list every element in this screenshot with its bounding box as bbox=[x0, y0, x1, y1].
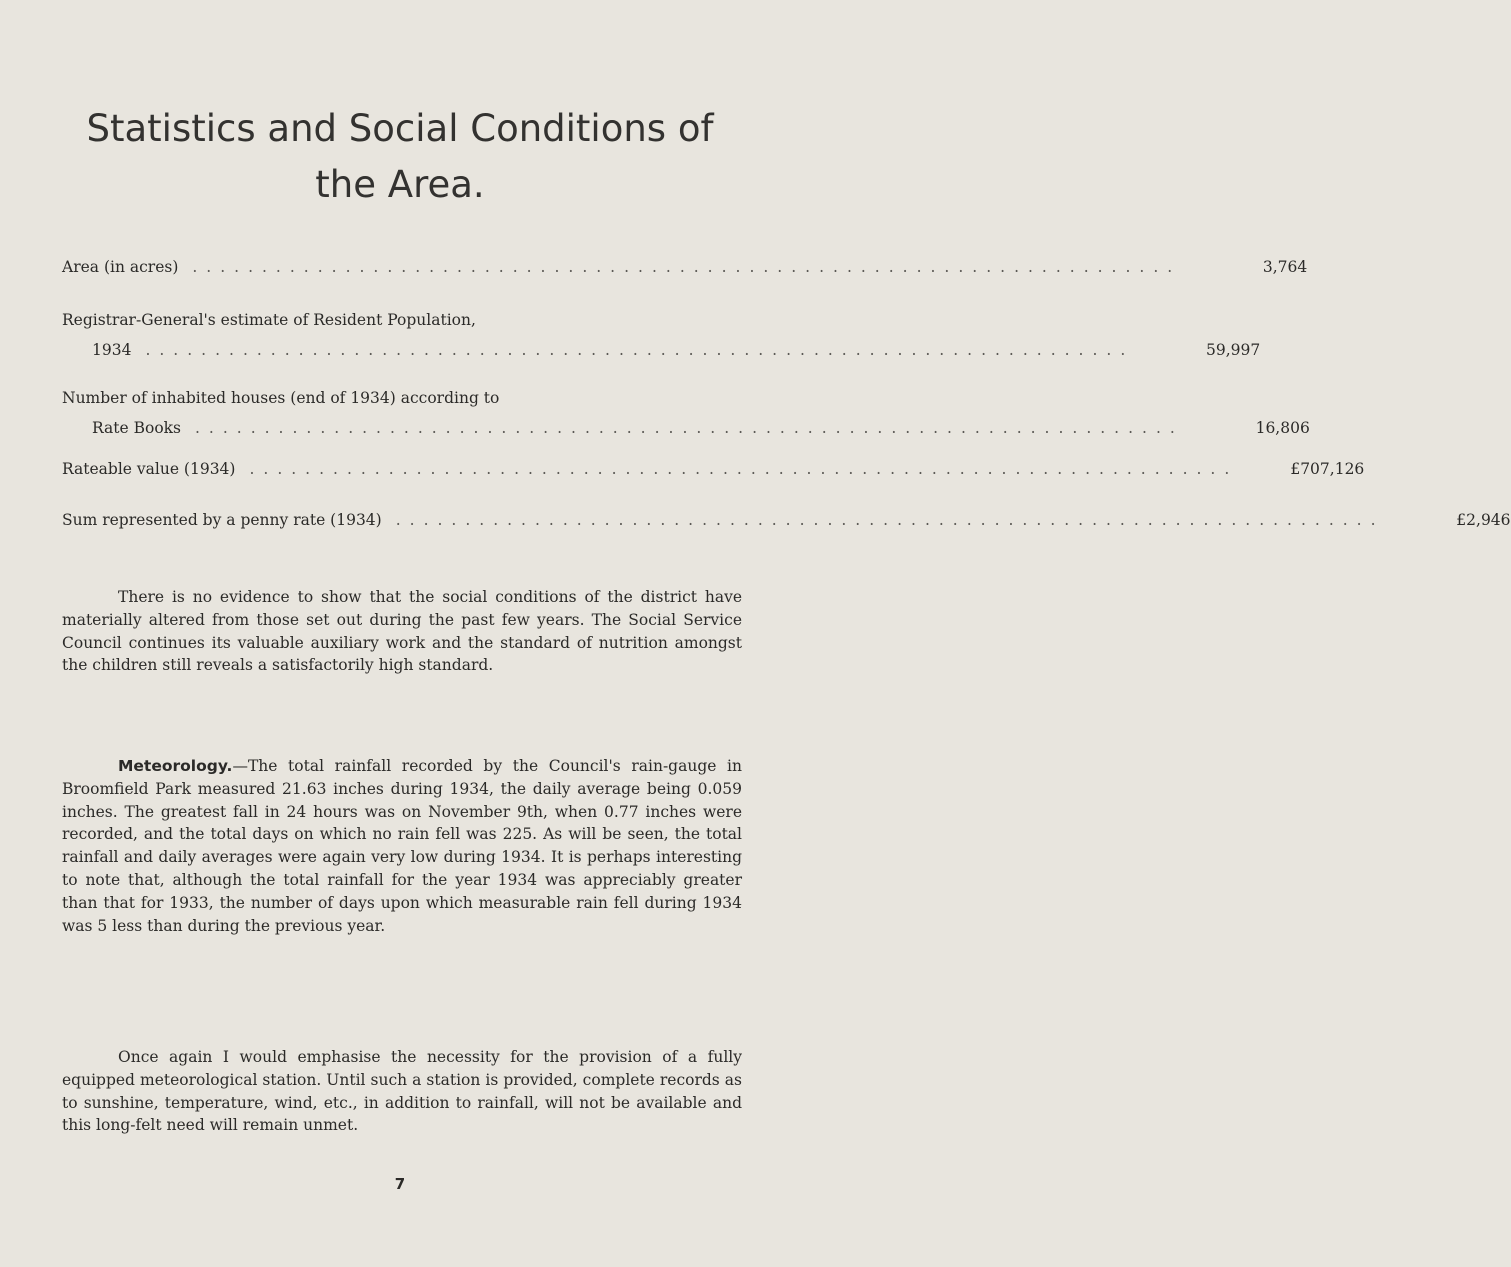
meteorology-text: —The total rainfall recorded by the Council's rain-gauge in Broomfield Park measured 21.63 inches during 1934, the daily average being 0.059 inches. The greatest fall in 24 hours was on November 9th, when 0.77 inches were recorded, and the total days on which no rain fell was 225. As will be seen, the total rainfall and daily averages were again very low during 1934. It is perhaps interesting to note that, although the total rainfall for the year 1934 was appreciably greater than that for 1933, the number of days upon which measurable rain fell during 1934 was 5 less than during the previous year. bbox=[62, 757, 742, 935]
stat-area bbox=[62, 252, 1308, 282]
stat-houses-value: 16,806 bbox=[1255, 419, 1310, 437]
leader-dots: ....................................................................... bbox=[192, 258, 1182, 276]
stat-population-value: 59,997 bbox=[1206, 341, 1261, 359]
stat-houses bbox=[62, 383, 1310, 443]
leader-dots: ....................................................................... bbox=[249, 460, 1239, 478]
stat-houses-label-cont: Rate Books bbox=[92, 419, 181, 437]
stat-area-value: 3,764 bbox=[1262, 258, 1308, 276]
page-title-line-2: the Area. bbox=[315, 163, 485, 206]
stat-penny-rate-value: £2,946 bbox=[1456, 511, 1511, 529]
meteorology-heading: Meteorology. bbox=[118, 757, 233, 775]
page-title-line-1: Statistics and Social Conditions of bbox=[86, 107, 714, 150]
meteorological-station-paragraph: Once again I would emphasise the necessity for the provision of a fully equipped meteorological station. Until such a station is provided, complete records as to sunshine, temperature, wind, etc., in addition to rainfall, will not be available and this long-felt need will remain unmet. bbox=[62, 1048, 742, 1135]
stat-houses-label: Number of inhabited houses (end of 1934) according to bbox=[62, 389, 500, 407]
leader-dots: ....................................................................... bbox=[395, 511, 1385, 529]
stat-area-label: Area (in acres) bbox=[62, 258, 179, 276]
page-number: 7 bbox=[394, 1175, 406, 1193]
leader-dots: ....................................................................... bbox=[145, 341, 1135, 359]
leader-dots: ....................................................................... bbox=[195, 419, 1184, 437]
meteorology-paragraph bbox=[62, 755, 742, 937]
stat-penny-rate-label: Sum represented by a penny rate (1934) bbox=[62, 511, 382, 529]
stat-rateable-value bbox=[62, 454, 1365, 484]
stat-rateable-value-amount: £707,126 bbox=[1290, 460, 1365, 478]
stat-population bbox=[62, 305, 1261, 365]
stat-population-label-cont: 1934 bbox=[92, 341, 132, 359]
stat-penny-rate bbox=[62, 505, 1511, 535]
social-conditions-paragraph: There is no evidence to show that the social conditions of the district have materially altered from those set out during the past few years. The Social Service Council continues its valuable auxiliary work and the standard of nutrition amongst the children still reveals a satisfactorily high standard. bbox=[62, 588, 742, 675]
stat-population-label: Registrar-General's estimate of Resident Population, bbox=[62, 311, 476, 329]
stat-rateable-label: Rateable value (1934) bbox=[62, 460, 236, 478]
